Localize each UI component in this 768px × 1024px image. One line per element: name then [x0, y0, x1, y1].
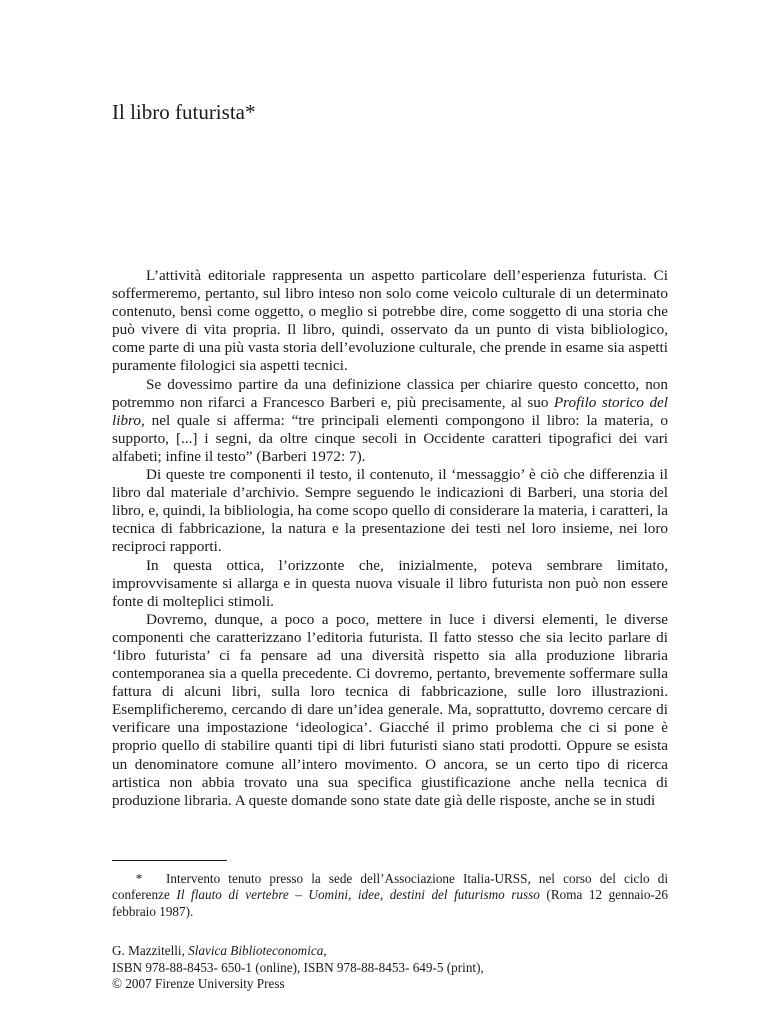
- body-text: [112, 267, 668, 810]
- cited-book-title: Profilo storico del libro: [112, 393, 668, 429]
- conference-title: Il flauto di vertebre – Uomini, idee, destini del futurismo russo: [176, 887, 540, 903]
- imprint-series: Slavica Biblioteconomica: [188, 943, 324, 958]
- paragraph-1: L’attività editoriale rappresenta un aspetto particolare dell’esperienza futurista. Ci soffermeremo, pertanto, sul libro inteso non solo come veicolo culturale di un determinato contenuto, bensì come oggetto, o meglio si potrebbe dire, come soggetto di una storia che può vivere di vita propria. Il libro, quindi, osservato da un punto di vista bibliologico, come parte di una più vasta storia dell’evoluzione culturale, che prende in esame sia aspetti puramente filologici sia aspetti tecnici.: [112, 267, 668, 375]
- imprint-author-line: [112, 943, 484, 960]
- imprint-copyright: © 2007 Firenze University Press: [112, 976, 285, 992]
- chapter-title: Il libro futurista*: [112, 100, 256, 124]
- footnote-text-cont: (Roma 12 gennaio-26 febbraio 1987).: [112, 887, 668, 919]
- footnote: [112, 871, 668, 920]
- paragraph-2-text-cont: , nel quale si afferma: “tre principali elementi compongono il libro: la materia, o supporto, [...] i segni, da oltre cinque secoli in Occidente caratteri tipografici dei vari alfabeti; infine il testo” (Barberi 1972: 7).: [112, 411, 668, 465]
- imprint-author: G. Mazzitelli,: [112, 943, 189, 958]
- imprint-series-comma: ,: [323, 943, 327, 958]
- paragraph-3: Di queste tre componenti il testo, il contenuto, il ‘messaggio’ è ciò che differenzia il libro dal materiale d’archivio. Sempre seguendo le indicazioni di Barberi, una storia del libro, e, quindi, la bibliologia, ha come scopo quello di considerare la materia, i caratteri, la tecnica di fabbricazione, la natura e la presentazione dei testi nel loro insieme, nei loro reciproci rapporti.: [112, 466, 668, 556]
- imprint: [112, 943, 484, 993]
- footnote-text: Intervento tenuto presso la sede dell’Associazione Italia-URSS, nel corso del ciclo di conferenze: [112, 871, 668, 903]
- footnote-divider: [112, 860, 227, 861]
- imprint-isbn: ISBN 978-88-8453- 650-1 (online), ISBN 978-88-8453- 649-5 (print),: [112, 959, 484, 975]
- footnote-mark: *: [135, 871, 143, 886]
- paragraph-2: [112, 376, 668, 466]
- paragraph-5: Dovremo, dunque, a poco a poco, mettere in luce i diversi elementi, le diverse componenti che caratterizzano l’editoria futurista. Il fatto stesso che sia lecito parlare di ‘libro futurista’ ci fa pensare ad una diversità rispetto sia alla produzione libraria contemporanea sia a quella precedente. Ci dovremo, pertanto, brevemente soffermare sulla fattura di alcuni libri, sulla loro tecnica di fabbricazione, sulle loro illustrazioni. Esemplificheremo, cercando di dare un’idea generale. Ma, soprattutto, dovremo cercare di verificare una impostazione ‘ideologica’. Giacché il primo problema che ci si pone è proprio quello di stabilire quanti tipi di libri futuristi siano stati prodotti. Oppure se esista un denominatore comune all’intero movimento. O ancora, se un certo tipo di ricerca artistica non abbia trovato una sua specifica giustificazione anche nella tecnica di produzione libraria. A queste domande sono state date già delle risposte, anche se in studi: [112, 610, 668, 809]
- paragraph-2-text: Se dovessimo partire da una definizione classica per chiarire questo concetto, non potremmo non rifarci a Francesco Barberi e, più precisamente, al suo: [112, 375, 668, 411]
- paragraph-4: In questa ottica, l’orizzonte che, inizialmente, poteva sembrare limitato, improvvisamente si allarga e in questa nuova visuale il libro futurista non può non essere fonte di molteplici stimoli.: [112, 556, 668, 610]
